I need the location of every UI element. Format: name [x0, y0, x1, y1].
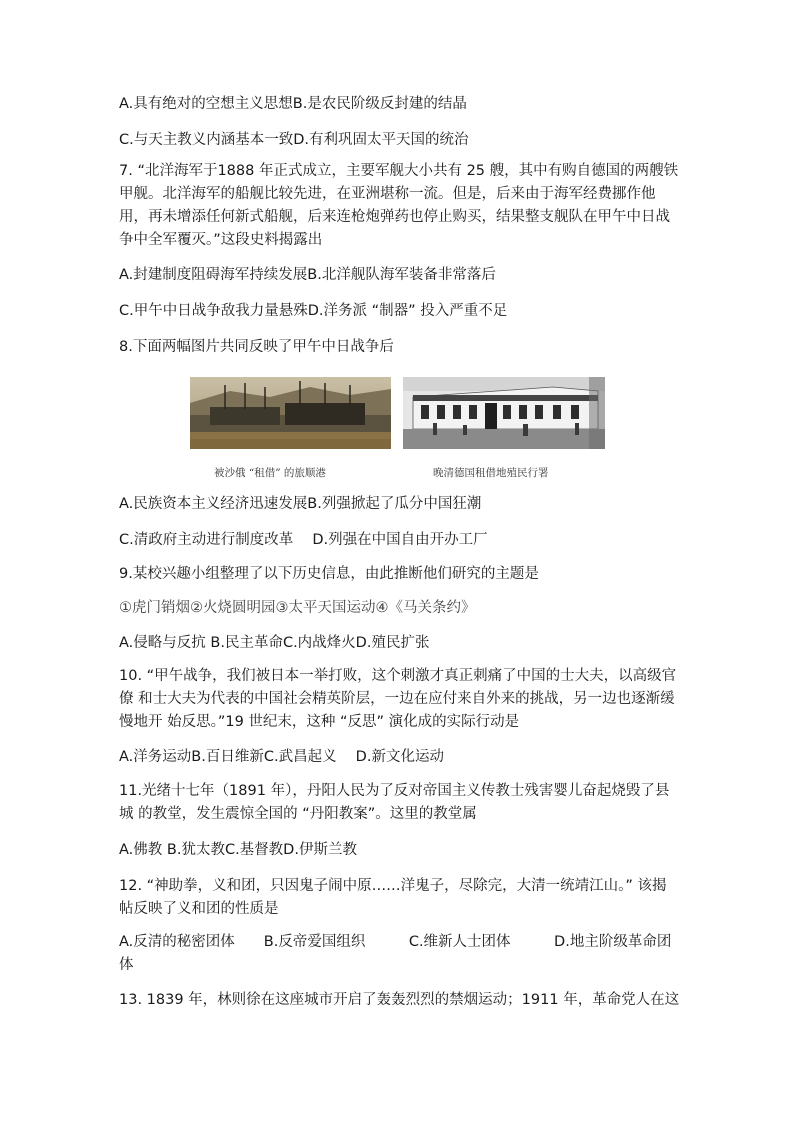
q9-options: A.侵略与反抗 B.民主革命C.内战烽火D.殖民扩张: [119, 635, 430, 651]
q6-options-ab: A.具有绝对的空想主义思想B.是农民阶级反封建的结晶: [119, 96, 467, 112]
left-figure-caption: 被沙俄 “租借” 的旅顺港: [214, 467, 326, 479]
q6-options-cd: C.与天主教义内涵基本一致D.有利巩固太平天国的统治: [119, 132, 469, 148]
q11-stem: 11.光绪十七年（1891 年），丹阳人民为了反对帝国主义传教士残害婴儿奋起烧毁了县城 的教堂，发生震惊全国的 “丹阳教案”。这里的教堂属: [119, 783, 670, 822]
q9-stem: 9.某校兴趣小组整理了以下历史信息，由此推断他们研究的主题是: [119, 566, 539, 582]
q10-options: A.洋务运动B.百日维新C.武昌起义 D.新文化运动: [119, 749, 444, 765]
right-figure-caption: 晚清德国租借地殖民行署: [433, 467, 549, 479]
german-colonial-office-photo: [403, 377, 605, 449]
q12-stem: 12. “神助拳，义和团，只因鬼子闹中原……洋鬼子，尽除完，大清一统靖江山。” 该揭帖反映了义和团的性质是: [119, 878, 667, 917]
q8-options-ab: A.民族资本主义经济迅速发展B.列强掀起了瓜分中国狂潮: [119, 496, 482, 512]
q7-options-ab: A.封建制度阻碍海军持续发展B.北洋舰队海军装备非常落后: [119, 267, 496, 283]
q9-items: ①虎门销烟②火烧圆明园③太平天国运动④《马关条约》: [119, 600, 476, 616]
q8-options-cd: C.清政府主动进行制度改革 D.列强在中国自由开办工厂: [119, 532, 488, 548]
lushun-harbor-photo: [190, 377, 391, 449]
q7-options-cd: C.甲午中日战争敌我力量悬殊D.洋务派 “制器” 投入严重不足: [119, 303, 508, 319]
q11-options: A.佛教 B.犹太教C.基督教D.伊斯兰教: [119, 842, 357, 858]
q10-stem: 10. “甲午战争，我们被日本一举打败，这个刺激才真正刺痛了中国的士大夫，以高级官僚 和士大夫为代表的中国社会精英阶层，一边在应付来自外来的挑战，另一边也逐渐缓慢地开 始反思。”19 世纪末，这种 “反思” 演化成的实际行动是: [119, 668, 677, 730]
q13-stem: 13. 1839 年，林则徐在这座城市开启了轰轰烈烈的禁烟运动；1911 年，革命党人在这: [119, 992, 680, 1008]
q7-stem: 7. “北洋海军于1888 年正式成立，主要军舰大小共有 25 艘，其中有购自德国的两艘铁甲舰。北洋海军的船舰比较先进，在亚洲堪称一流。但是，后来由于海军经费挪作他用，再未增添任何新式船舰，后来连枪炮弹药也停止购买，结果整支舰队在甲午中日战争中全军覆灭。”这段史料揭露出: [119, 163, 679, 248]
q8-stem: 8.下面两幅图片共同反映了甲午中日战争后: [119, 339, 394, 355]
q12-options: A.反清的秘密团体 B.反帝爱国组织 C.维新人士团体 D.地主阶级革命团体: [119, 934, 672, 973]
